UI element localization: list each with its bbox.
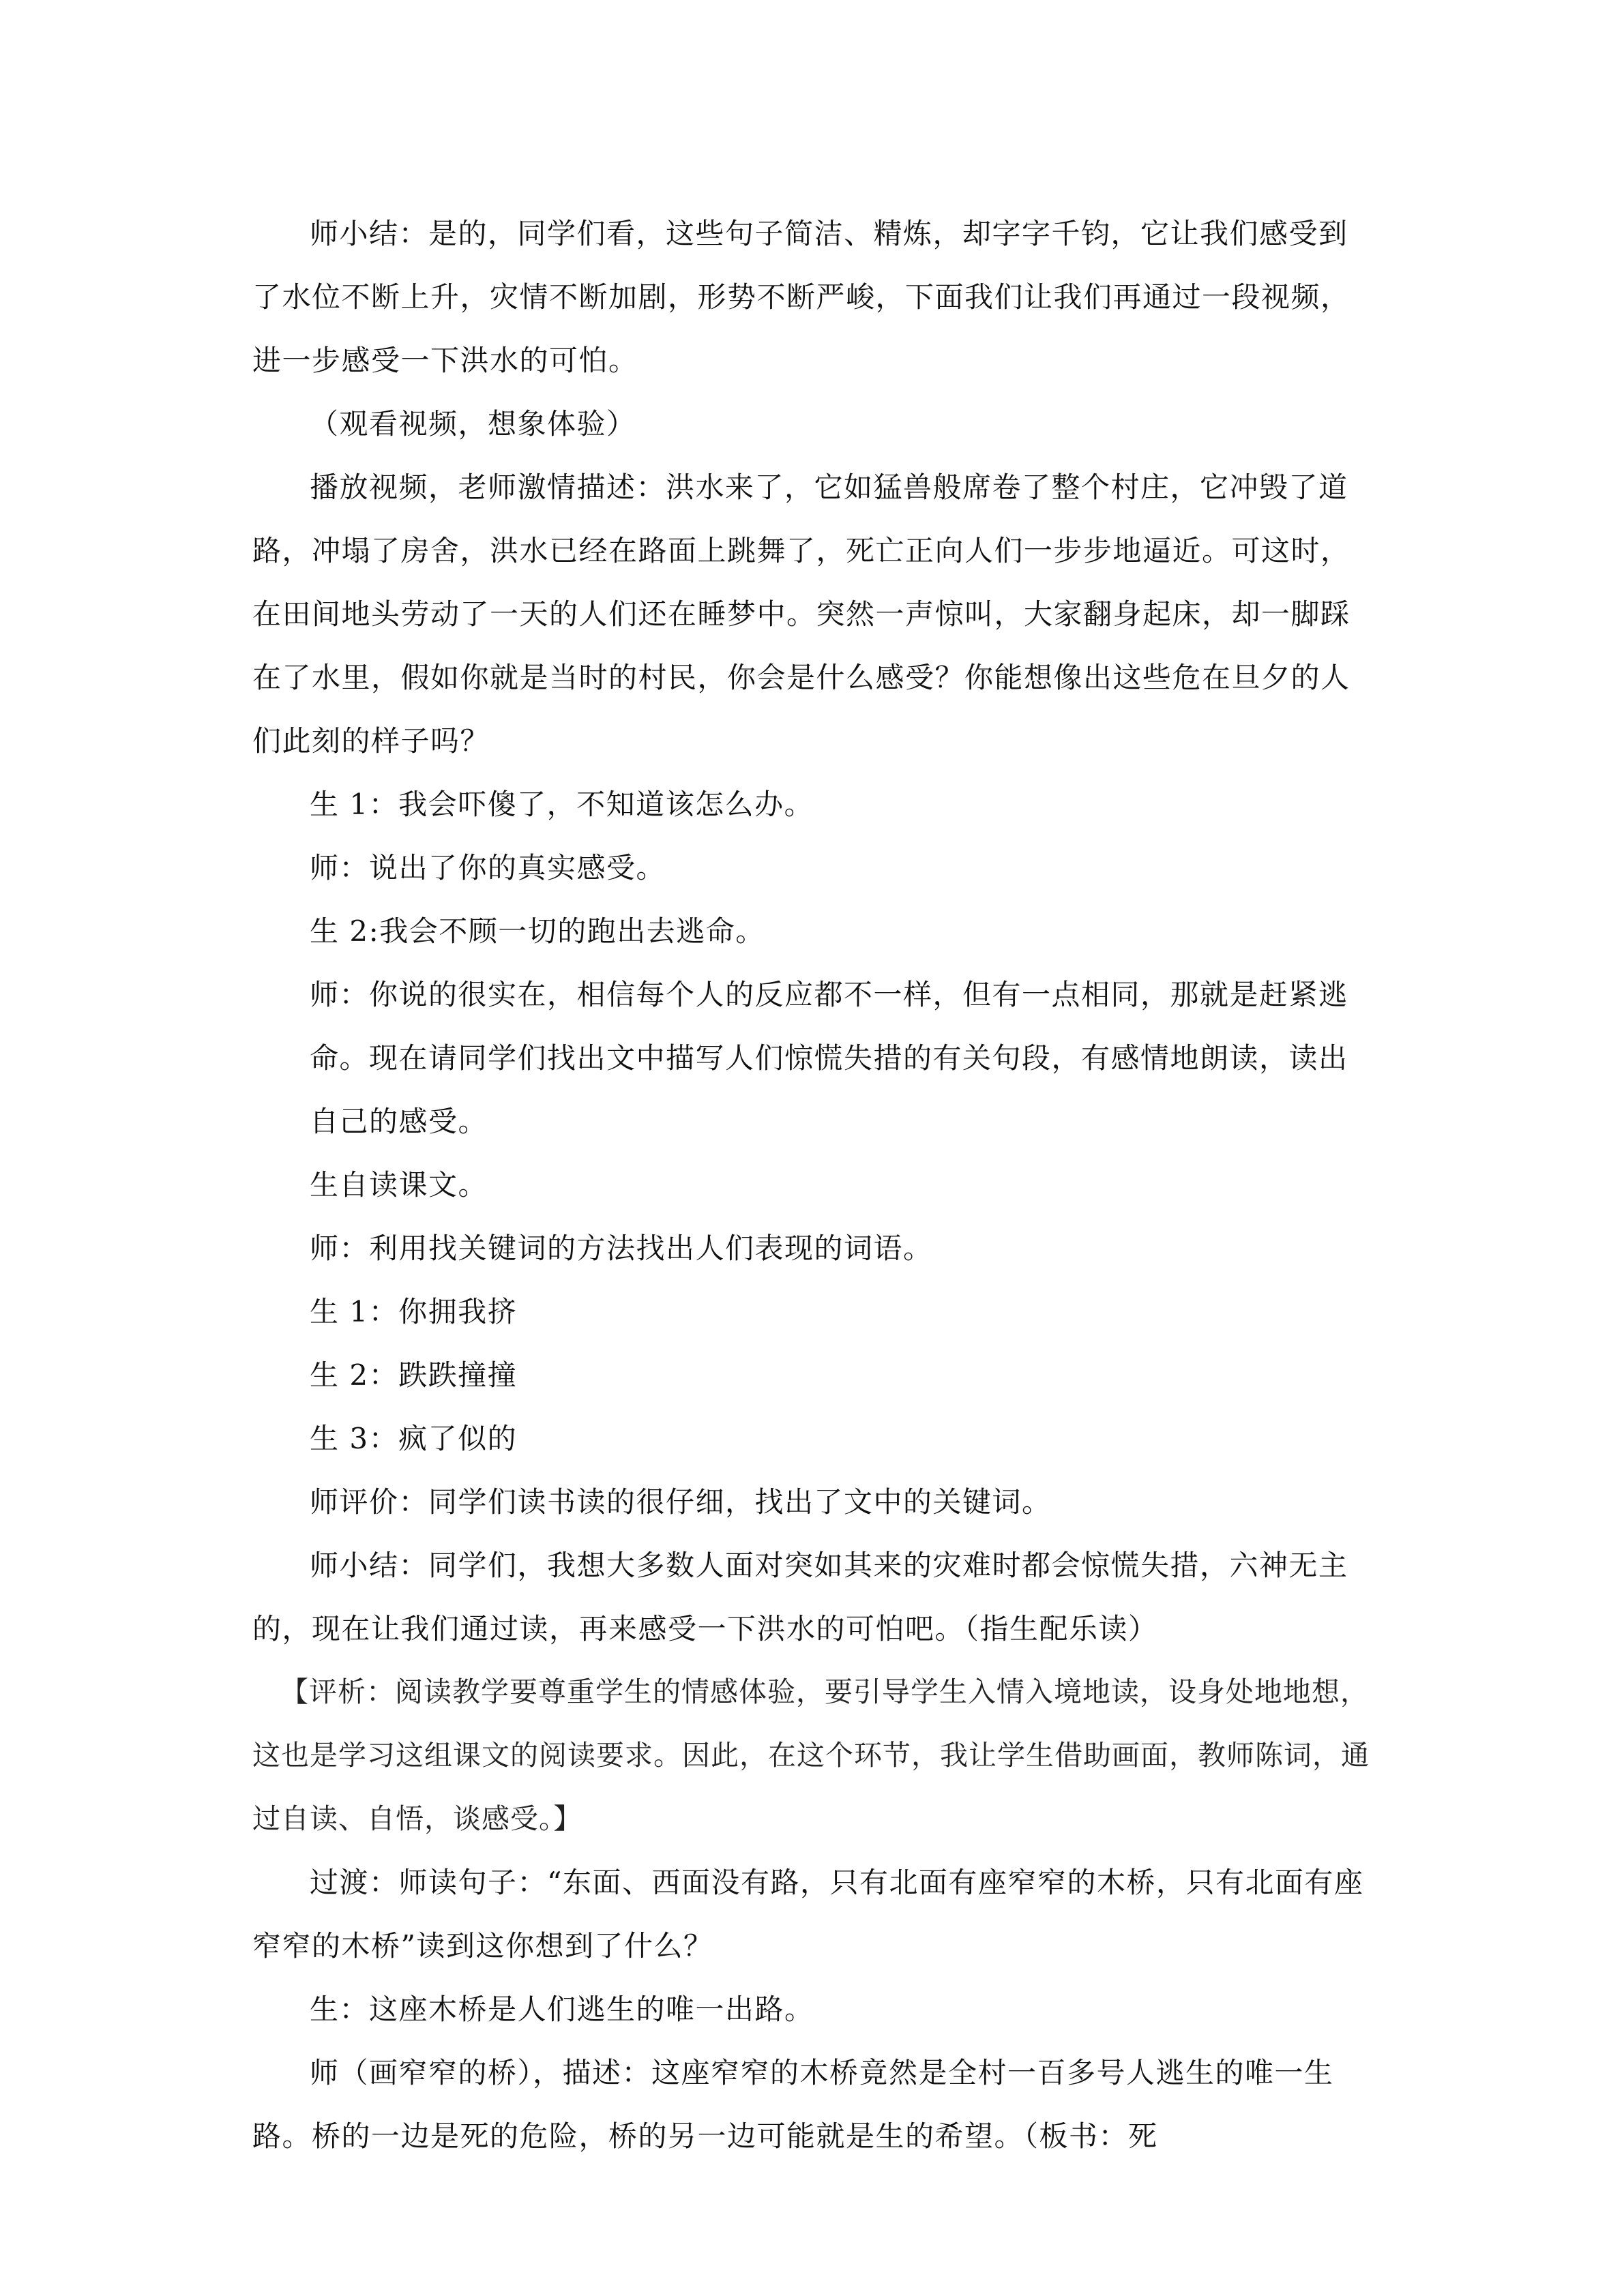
paragraph-student-3-keyword: 生 3：疯了似的 [310, 1422, 518, 1455]
paragraph-teacher-evaluation: 师评价：同学们读书读的很仔细，找出了文中的关键词。 [310, 1485, 1052, 1519]
paragraph-student-1-keyword: 生 1：你拥我挤 [310, 1295, 518, 1328]
document-page [252, 202, 1371, 2168]
paragraph-student-self-read: 生自读课文。 [310, 1168, 488, 1202]
paragraph-commentary: 【评析：阅读教学要尊重学生的情感体验，要引导学生入情入境地读，设身处地地想，这也是学习这组课文的阅读要求。因此，在这个环节，我让学生借助画面，教师陈词，通过自读、自悟，谈感受。】 [252, 1675, 1370, 1835]
paragraph-video-description: 播放视频，老师激情描述：洪水来了，它如猛兽般席卷了整个村庄，它冲毁了道路，冲塌了房舍，洪水已经在路面上跳舞了，死亡正向人们一步步地逼近。可这时，在田间地头劳动了一天的人们还在睡梦中。突然一声惊叫，大家翻身起床，却一脚踩在了水里，假如你就是当时的村民，你会是什么感受？你能想像出这些危在旦夕的人们此刻的样子吗？ [252, 471, 1350, 758]
paragraph-teacher-summary-1: 师小结：是的，同学们看，这些句子简洁、精炼，却字字千钧，它让我们感受到了水位不断上升，灾情不断加剧，形势不断严峻，下面我们让我们再通过一段视频，进一步感受一下洪水的可怕。 [252, 217, 1350, 377]
paragraph-transition: 过渡：师读句子：“东面、西面没有路，只有北面有座窄窄的木桥，只有北面有座窄窄的木桥”读到这你想到了什么？ [252, 1866, 1364, 1963]
paragraph-student-2-keyword: 生 2：跌跌撞撞 [310, 1358, 518, 1392]
paragraph-student-1-answer: 生 1：我会吓傻了，不知道该怎么办。 [310, 788, 814, 821]
paragraph-teacher-summary-2: 师小结：同学们，我想大多数人面对突如其来的灾难时都会惊慌失措，六神无主的，现在让我们通过读，再来感受一下洪水的可怕吧。（指生配乐读） [252, 1549, 1348, 1645]
paragraph-teacher-response-2: 师：你说的很实在，相信每个人的反应都不一样，但有一点相同，那就是赶紧逃命。现在请同学们找出文中描写人们惊慌失措的有关句段，有感情地朗读，读出自己的感受。 [310, 978, 1348, 1138]
paragraph-student-2-answer: 生 2:我会不顾一切的跑出去逃命。 [310, 914, 765, 948]
paragraph-teacher-response-1: 师：说出了你的真实感受。 [310, 851, 666, 884]
paragraph-watch-video: （观看视频，想象体验） [310, 407, 636, 441]
paragraph-student-bridge-answer: 生：这座木桥是人们逃生的唯一出路。 [310, 1993, 814, 2026]
paragraph-teacher-bridge-description: 师（画窄窄的桥），描述：这座窄窄的木桥竟然是全村一百多号人逃生的唯一生路。桥的一边是死的危险，桥的另一边可能就是生的希望。（板书：死 [252, 2056, 1334, 2153]
paragraph-teacher-keywords: 师：利用找关键词的方法找出人们表现的词语。 [310, 1232, 933, 1265]
